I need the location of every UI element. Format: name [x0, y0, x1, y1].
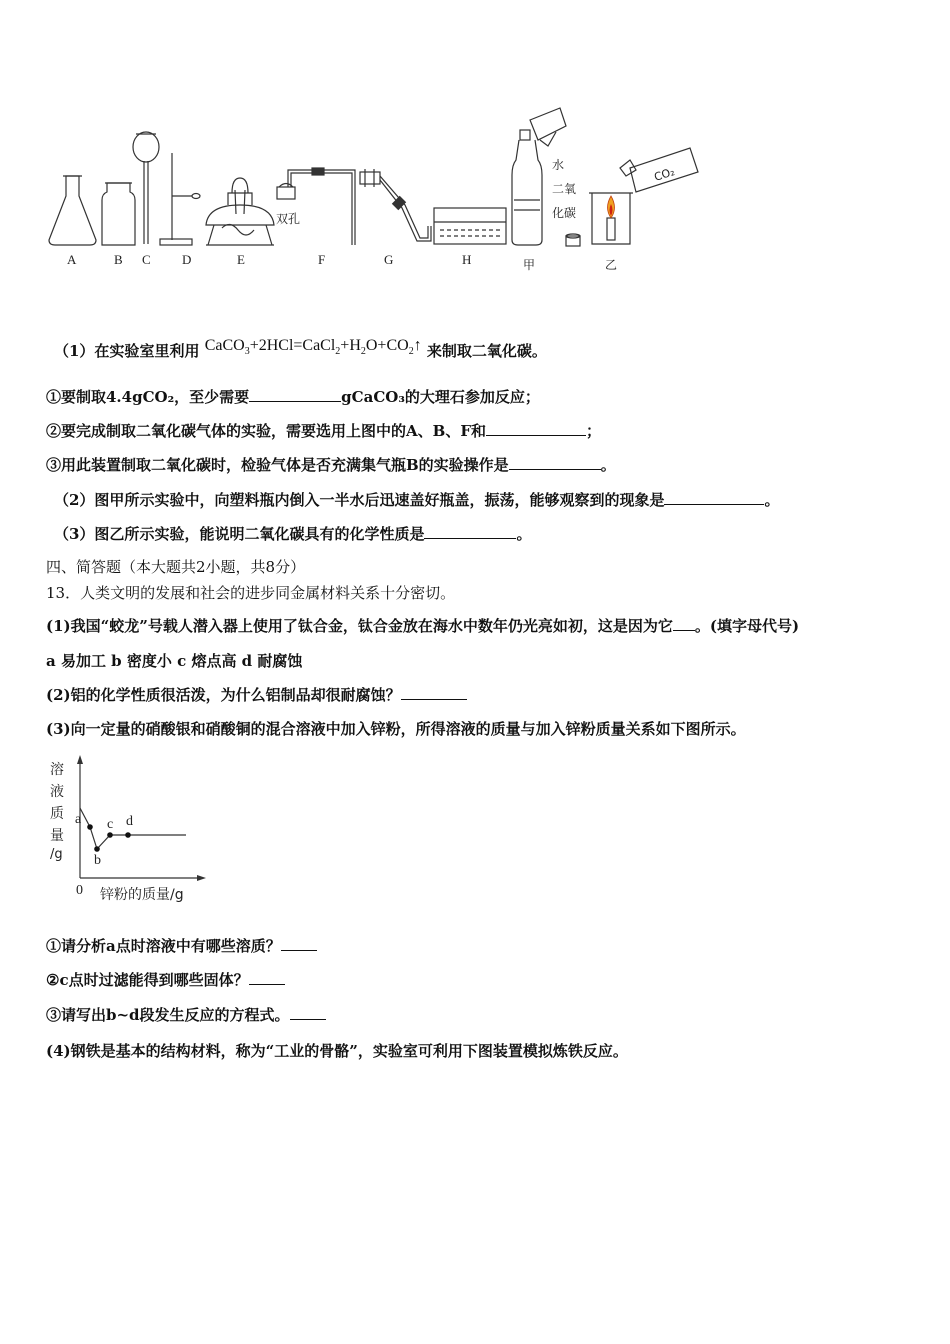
- q13-part1-options: a 易加工 b 密度小 c 熔点高 d 耐腐蚀: [46, 652, 303, 670]
- label-G: G: [384, 252, 394, 267]
- answer-blank[interactable]: [486, 421, 586, 436]
- q3-text: （3）图乙所示实验，能说明二氧化碳具有的化学性质是: [54, 525, 425, 543]
- q1-item2-text: ②要完成制取二氧化碳气体的实验，需要选用上图中的A、B、F和: [46, 422, 486, 440]
- label-C: C: [142, 252, 151, 267]
- q1-item1-text-end: gCaCO₃的大理石参加反应；: [341, 388, 540, 406]
- q1-item3-text: ③用此装置制取二氧化碳时，检验气体是否充满集气瓶B的实验操作是: [46, 456, 509, 474]
- point-label-a: a: [75, 812, 82, 827]
- label-H: H: [462, 252, 472, 267]
- q13-sub3-text: ③请写出b~d段发生反应的方程式。: [46, 1006, 290, 1024]
- q1-item1: [46, 386, 540, 407]
- q13-sub3: [46, 1004, 326, 1025]
- q13-stem: 13．人类文明的发展和社会的进步同金属材料关系十分密切。: [46, 584, 456, 602]
- answer-blank[interactable]: [401, 685, 467, 700]
- q3: [54, 523, 531, 544]
- q13-sub1-text: ①请分析a点时溶液中有哪些溶质？: [46, 937, 281, 955]
- label-D: D: [182, 252, 192, 267]
- graph-drawing: [40, 755, 240, 905]
- q1-intro: [54, 337, 547, 363]
- answer-blank[interactable]: [509, 455, 601, 470]
- answer-blank[interactable]: [249, 970, 285, 985]
- q13-sub2: [46, 969, 285, 990]
- q1-intro-suffix: 来制取二氧化碳。: [426, 342, 547, 360]
- point-label-c: c: [107, 817, 114, 832]
- q2-text-end: 。: [764, 491, 780, 509]
- point-label-b: b: [94, 853, 101, 868]
- curve: [80, 808, 186, 849]
- answer-blank[interactable]: [664, 490, 764, 505]
- y-label-unit: /g: [50, 847, 63, 862]
- bottle-label-co2-1: 二氧: [552, 182, 577, 196]
- y-label-char: 质: [50, 806, 64, 822]
- q13-part1: [46, 615, 799, 636]
- label-E: E: [237, 252, 245, 267]
- q13-part1-text: (1)我国“蛟龙”号载人潜入器上使用了钛合金，钛合金放在海水中数年仍光亮如初，这是因为它: [46, 617, 673, 635]
- q2-text: （2）图甲所示实验中，向塑料瓶内倒入一半水后迅速盖好瓶盖，振荡，能够观察到的现象是: [54, 491, 665, 509]
- bottle-label-water: 水: [552, 158, 565, 172]
- label-B: B: [114, 252, 123, 267]
- label-jia: 甲: [523, 258, 536, 272]
- co2-bottle-label: CO₂: [652, 165, 677, 184]
- label-yi: 乙: [605, 258, 618, 272]
- point-d: [125, 832, 131, 838]
- bottle-label-co2-2: 化碳: [552, 206, 577, 220]
- point-a: [87, 824, 93, 830]
- answer-blank[interactable]: [290, 1005, 326, 1020]
- q13-part2: [46, 684, 467, 705]
- q13-sub1: [46, 935, 317, 956]
- label-A: A: [67, 252, 77, 267]
- q3-text-end: 。: [516, 525, 532, 543]
- origin-label: 0: [76, 883, 83, 898]
- q1-item2-text-end: ；: [585, 422, 601, 440]
- q1-item3-text-end: 。: [600, 456, 616, 474]
- section-heading: 四、简答题（本大题共2小题，共8分）: [46, 558, 306, 576]
- y-label-char: 量: [50, 828, 64, 844]
- label-F: F: [318, 252, 326, 267]
- y-label-char: 溶: [50, 762, 64, 778]
- q13-part1-text-end: 。(填字母代号): [694, 617, 800, 635]
- point-c: [107, 832, 113, 838]
- q1-item1-text: ①要制取4.4gCO₂，至少需要: [46, 388, 250, 406]
- point-label-d: d: [126, 814, 133, 829]
- q13-sub2-text: ②c点时过滤能得到哪些固体？: [46, 971, 249, 989]
- answer-blank[interactable]: [281, 936, 317, 951]
- q13-part3: (3)向一定量的硝酸银和硝酸铜的混合溶液中加入锌粉，所得溶液的质量与加入锌粉质量关系如下图所示。: [46, 720, 746, 738]
- label-double-hole: 双孔: [276, 212, 301, 226]
- answer-blank[interactable]: [249, 387, 341, 402]
- q1-intro-prefix: （1）在实验室里利用: [54, 342, 200, 360]
- y-axis-arrow: [77, 755, 83, 764]
- x-axis-label: 锌粉的质量/g: [100, 887, 184, 903]
- point-b: [94, 846, 100, 852]
- q13-part4: (4)钢铁是基本的结构材料，称为“工业的骨骼”，实验室可利用下图装置模拟炼铁反应。: [46, 1042, 628, 1060]
- reaction-equation: $CaCO_3+2HCl=CaCl_2+H_2O+CO_2↑$: [204, 337, 422, 358]
- q1-item2: [46, 420, 601, 441]
- x-axis-arrow: [197, 875, 206, 881]
- q1-item3: [46, 454, 616, 475]
- q13-part2-text: (2)铝的化学性质很活泼，为什么铝制品却很耐腐蚀？: [46, 686, 401, 704]
- apparatus-drawing: [0, 0, 950, 280]
- y-label-char: 液: [50, 784, 64, 800]
- answer-blank[interactable]: [673, 616, 695, 631]
- q2: [54, 489, 779, 510]
- answer-blank[interactable]: [424, 524, 516, 539]
